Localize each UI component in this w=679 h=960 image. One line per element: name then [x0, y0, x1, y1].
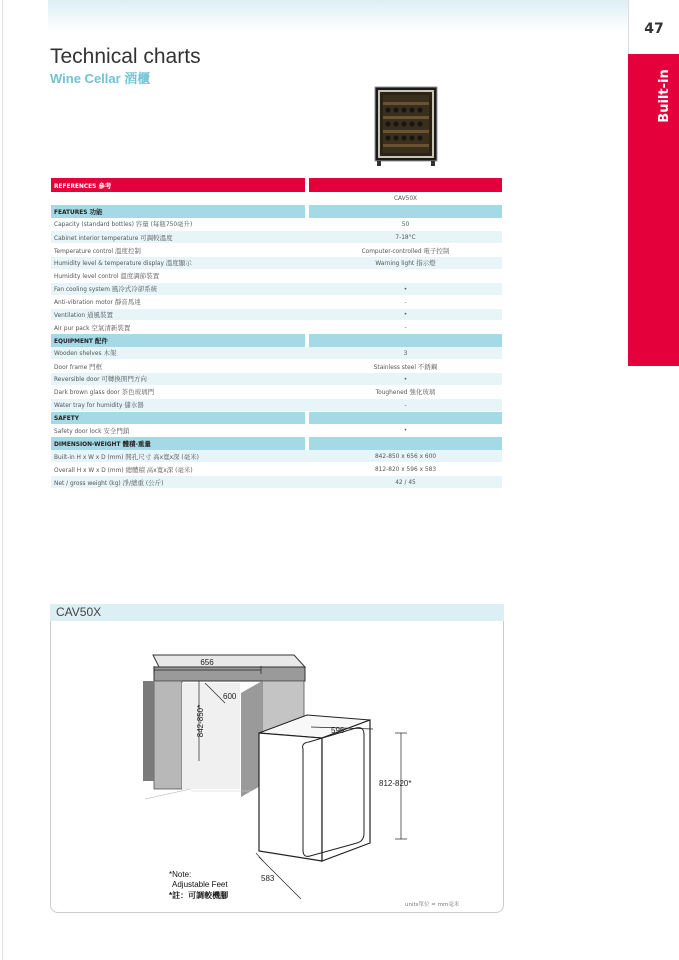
diagram-header	[50, 604, 504, 621]
row-value: Stainless steel 不銹鋼	[309, 360, 502, 373]
table-row	[51, 398, 502, 411]
row-value: 3	[309, 347, 502, 360]
table-row	[51, 463, 502, 476]
row-value: -	[309, 295, 502, 308]
row-value: •	[309, 372, 502, 385]
table-row	[51, 308, 502, 321]
references-label: REFERENCES 參考	[51, 178, 305, 192]
table-row	[51, 424, 502, 437]
dim-842-850: 842-850*	[196, 704, 205, 738]
wine-cellar-image	[374, 86, 438, 168]
row-value: 50	[309, 218, 502, 231]
table-row	[51, 450, 502, 463]
model-name: CAV50X	[309, 192, 502, 205]
row-value: •	[309, 282, 502, 295]
row-value: Computer-controlled 電子控制	[309, 244, 502, 257]
table-row	[51, 282, 502, 295]
row-value: Toughened 強化玻璃	[309, 385, 502, 398]
row-label: Net / gross weight (kg) 淨/總重 (公斤)	[51, 476, 305, 489]
row-label: Humidity level control 溫度調節裝置	[51, 269, 305, 282]
page-number: 47	[628, 0, 679, 54]
row-value: 812-820 x 596 x 583	[309, 463, 502, 476]
dim-812-820: 812-820*	[379, 779, 412, 788]
units-note: units單位 = mm毫米	[405, 902, 460, 908]
header-band	[48, 0, 628, 32]
section-title: DIMENSION-WEIGHT 體積-重量	[51, 437, 305, 450]
section-header	[51, 334, 502, 347]
model-row	[51, 192, 502, 205]
table-row	[51, 269, 502, 282]
section-title: EQUIPMENT 配件	[51, 334, 305, 347]
row-label: Fan cooling system 風冷式冷卻系統	[51, 282, 305, 295]
table-row	[51, 372, 502, 385]
row-value: -	[309, 398, 502, 411]
note-line-3: *註：可調較機腳	[169, 891, 229, 900]
row-label: Capacity (standard bottles) 容量 (每瓶750毫升)	[51, 218, 305, 231]
dim-600: 600	[223, 692, 237, 701]
installation-diagram	[51, 621, 503, 911]
row-label: Built-in H x W x D (mm) 開孔尺寸 高x寬x深 (毫米)	[51, 450, 305, 463]
dim-596: 596	[331, 726, 345, 735]
row-label: Overall H x W x D (mm) 總體積 高x寬x深 (毫米)	[51, 463, 305, 476]
references-model-cell	[309, 178, 502, 192]
row-value: •	[309, 308, 502, 321]
row-value: •	[309, 424, 502, 437]
row-value	[309, 269, 502, 282]
row-label: Dark brown glass door 茶色玻璃門	[51, 385, 305, 398]
row-value: -	[309, 321, 502, 334]
row-label: Humidity level & temperature display 溫度顯示	[51, 256, 305, 269]
note-line-2: Adjustable Feet	[172, 880, 228, 889]
section-title: FEATURES 功能	[51, 205, 305, 218]
side-tab-label: Built-in	[657, 69, 672, 123]
table-row	[51, 231, 502, 244]
dim-656: 656	[200, 658, 214, 667]
row-value: 7-18°C	[309, 231, 502, 244]
table-row	[51, 295, 502, 308]
table-row	[51, 244, 502, 257]
section-header	[51, 411, 502, 424]
row-label: Ventilation 通風裝置	[51, 308, 305, 321]
row-label: Air pur pack 空氣清新裝置	[51, 321, 305, 334]
row-label: Temperature control 溫度控制	[51, 244, 305, 257]
row-value: 42 / 45	[309, 476, 502, 489]
page-edge	[2, 0, 3, 960]
dim-583: 583	[261, 874, 275, 883]
table-row	[51, 256, 502, 269]
page-title: Technical charts	[50, 45, 201, 68]
table-row	[51, 218, 502, 231]
table-row	[51, 360, 502, 373]
references-row	[51, 178, 502, 192]
table-row	[51, 476, 502, 489]
section-header	[51, 437, 502, 450]
row-label: Safety door lock 安全門鎖	[51, 424, 305, 437]
row-label: Anti-vibration motor 靜音馬達	[51, 295, 305, 308]
table-row	[51, 385, 502, 398]
row-label: Water tray for humidity 儲水器	[51, 398, 305, 411]
table-row	[51, 347, 502, 360]
section-header	[51, 205, 502, 218]
row-label: Wooden shelves 木架	[51, 347, 305, 360]
row-label: Reversible door 可轉換開門方向	[51, 372, 305, 385]
row-label: Cabinet interior temperature 可調較溫度	[51, 231, 305, 244]
row-value: 842-850 x 656 x 600	[309, 450, 502, 463]
page-subtitle: Wine Cellar 酒櫃	[50, 71, 151, 86]
row-label: Door frame 門框	[51, 360, 305, 373]
row-value: Warning light 指示燈	[309, 256, 502, 269]
diagram-title: CAV50X	[56, 605, 102, 619]
table-row	[51, 321, 502, 334]
section-title: SAFETY	[51, 411, 305, 424]
note-line-1: *Note:	[169, 870, 192, 879]
spec-table	[51, 178, 502, 489]
